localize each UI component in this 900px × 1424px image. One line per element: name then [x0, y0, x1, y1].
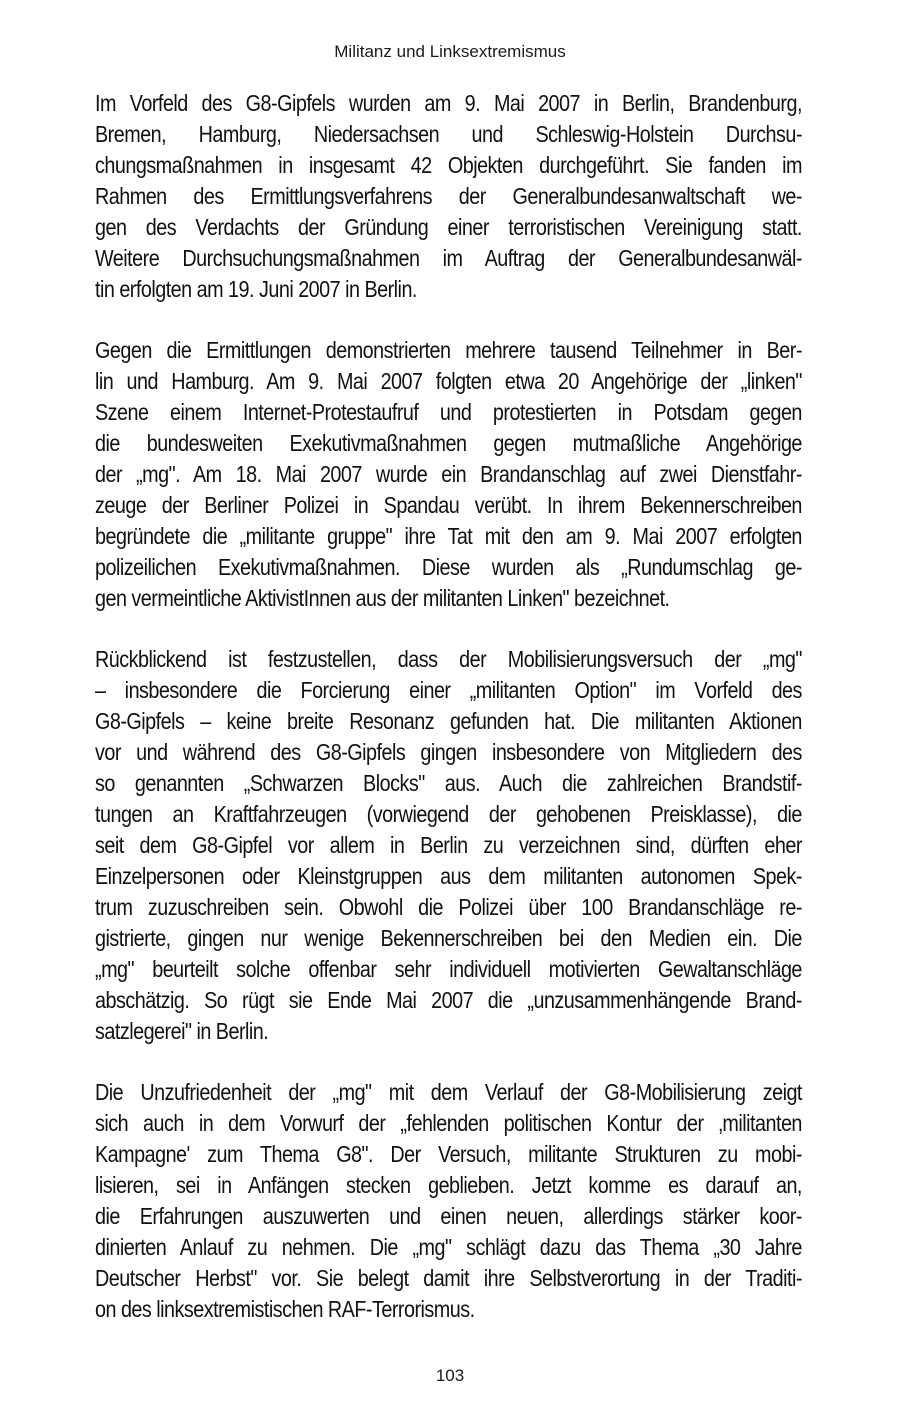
text-line: Die Unzufriedenheit der „mg" mit dem Verlauf der G8-Mobilisierung zeigt — [95, 1079, 802, 1105]
paragraph — [95, 1077, 802, 1325]
text-line: on des linksextremistischen RAF-Terrorismus. — [95, 1296, 475, 1322]
text-line: sich auch in dem Vorwurf der „fehlenden politischen Kontur der ‚militanten — [95, 1110, 802, 1136]
text-line: Gegen die Ermittlungen demonstrierten mehrere tausend Teilnehmer in Ber- — [95, 337, 802, 363]
text-line: Rahmen des Ermittlungsverfahrens der Generalbundesanwaltschaft we- — [95, 183, 802, 209]
text-line: satzlegerei" in Berlin. — [95, 1018, 269, 1044]
text-line: Deutscher Herbst" vor. Sie belegt damit ihre Selbstverortung in der Traditi- — [95, 1265, 802, 1291]
text-line: Im Vorfeld des G8-Gipfels wurden am 9. Mai 2007 in Berlin, Brandenburg, — [95, 90, 802, 116]
text-line: die bundesweiten Exekutivmaßnahmen gegen mutmaßliche Angehörige — [95, 430, 802, 456]
text-line: Einzelpersonen oder Kleinstgruppen aus dem militanten autonomen Spek- — [95, 863, 802, 889]
text-line: Bremen, Hamburg, Niedersachsen und Schleswig-Holstein Durchsu- — [95, 121, 802, 147]
paragraph — [95, 644, 802, 1047]
text-line: „mg" beurteilt solche offenbar sehr individuell motivierten Gewaltanschläge — [95, 956, 802, 982]
text-line: Rückblickend ist festzustellen, dass der Mobilisierungsversuch der „mg" — [95, 646, 802, 672]
running-head: Militanz und Linksextremismus — [334, 42, 566, 61]
text-line: chungsmaßnahmen in insgesamt 42 Objekten durchgeführt. Sie fanden im — [95, 152, 802, 178]
text-line: lin und Hamburg. Am 9. Mai 2007 folgten etwa 20 Angehörige der „linken" — [95, 368, 802, 394]
text-line: gen des Verdachts der Gründung einer terroristischen Vereinigung statt. — [95, 214, 802, 240]
text-line: seit dem G8-Gipfel vor allem in Berlin zu verzeichnen sind, dürften eher — [95, 832, 802, 858]
text-line: dinierten Anlauf zu nehmen. Die „mg" schlägt dazu das Thema „30 Jahre — [95, 1234, 802, 1260]
text-line: begründete die „militante gruppe" ihre Tat mit den am 9. Mai 2007 erfolgten — [95, 523, 802, 549]
text-line: tungen an Kraftfahrzeugen (vorwiegend der gehobenen Preisklasse), die — [95, 801, 802, 827]
text-line: – insbesondere die Forcierung einer „militanten Option" im Vorfeld des — [95, 677, 802, 703]
paragraph — [95, 335, 802, 614]
page-number: 103 — [435, 1366, 465, 1385]
paragraph — [95, 88, 802, 305]
text-line: Kampagne' zum Thema G8". Der Versuch, militante Strukturen zu mobi- — [95, 1141, 802, 1167]
text-line: Weitere Durchsuchungsmaßnahmen im Auftrag der Generalbundesanwäl- — [95, 245, 802, 271]
text-line: polizeilichen Exekutivmaßnahmen. Diese wurden als „Rundumschlag ge- — [95, 554, 802, 580]
text-line: so genannten „Schwarzen Blocks" aus. Auch die zahlreichen Brandstif- — [95, 770, 802, 796]
text-line: vor und während des G8-Gipfels gingen insbesondere von Mitgliedern des — [95, 739, 802, 765]
text-line: der „mg". Am 18. Mai 2007 wurde ein Brandanschlag auf zwei Dienstfahr- — [95, 461, 802, 487]
text-line: lisieren, sei in Anfängen stecken geblieben. Jetzt komme es darauf an, — [95, 1172, 802, 1198]
text-line: tin erfolgten am 19. Juni 2007 in Berlin. — [95, 276, 417, 302]
text-line: die Erfahrungen auszuwerten und einen neuen, allerdings stärker koor- — [95, 1203, 802, 1229]
text-line: abschätzig. So rügt sie Ende Mai 2007 die „unzusammenhängende Brand- — [95, 987, 802, 1013]
text-line: gistrierte, gingen nur wenige Bekennerschreiben bei den Medien ein. Die — [95, 925, 802, 951]
text-line: zeuge der Berliner Polizei in Spandau verübt. In ihrem Bekennerschreiben — [95, 492, 802, 518]
body-text — [95, 88, 802, 1355]
text-line: trum zuzuschreiben sein. Obwohl die Polizei über 100 Brandanschläge re- — [95, 894, 802, 920]
text-line: Szene einem Internet-Protestaufruf und protestierten in Potsdam gegen — [95, 399, 802, 425]
text-line: gen vermeintliche AktivistInnen aus der militanten Linken" bezeichnet. — [95, 585, 670, 611]
text-line: G8-Gipfels – keine breite Resonanz gefunden hat. Die militanten Aktionen — [95, 708, 802, 734]
